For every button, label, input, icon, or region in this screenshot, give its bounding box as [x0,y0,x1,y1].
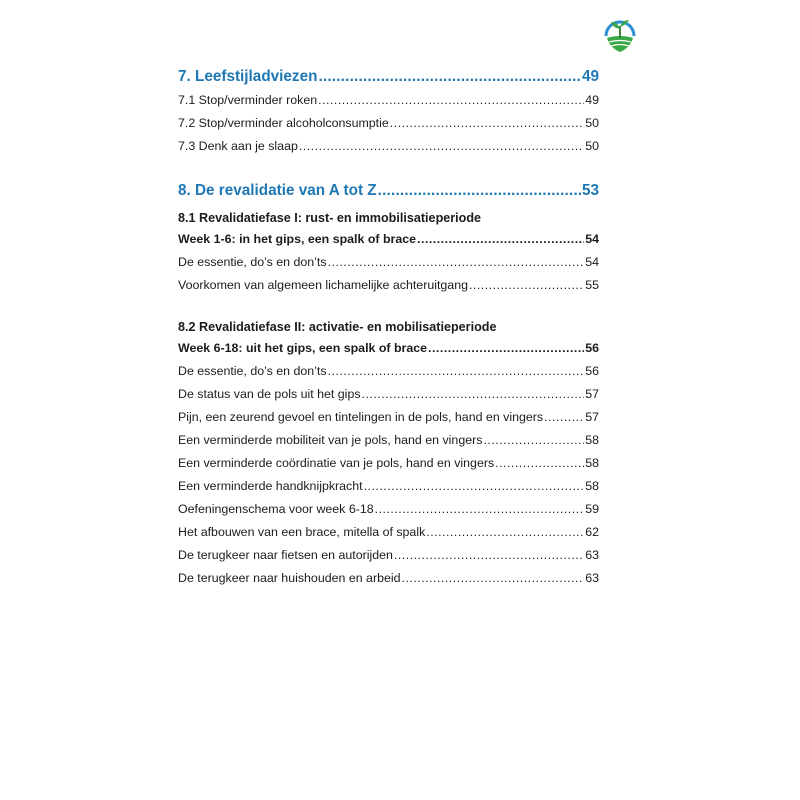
dot-leader [390,114,584,132]
toc-entry[interactable] [178,523,599,541]
page-number: 58 [585,433,599,447]
page-number: 55 [585,278,599,292]
entry-title: De essentie, do’s en don’ts [178,255,327,269]
dot-leader [328,253,585,271]
dot-leader [375,500,585,518]
entry-title: Een verminderde coördinatie van je pols, hand en vingers [178,456,495,470]
toc-entry[interactable] [178,385,599,403]
page-number: 49 [585,93,599,107]
dot-leader [362,385,585,403]
page-number: 63 [585,548,599,562]
page-number: 56 [585,341,599,355]
toc-entry[interactable] [178,91,599,109]
toc-entry[interactable] [178,253,599,271]
dot-leader [428,339,584,357]
section-8-2-heading [178,318,599,336]
toc-entry[interactable] [178,362,599,380]
toc-entry[interactable] [178,546,599,564]
dot-leader [469,276,584,294]
page-number: 62 [585,525,599,539]
dot-leader [378,180,581,202]
dot-leader [495,454,584,472]
dot-leader [364,477,585,495]
page-number: 54 [585,255,599,269]
page-number: 57 [585,387,599,401]
entry-title: De terugkeer naar fietsen en autorijden [178,548,393,562]
chapter-7-entry[interactable] [178,66,599,88]
dot-leader [426,523,584,541]
toc-entry[interactable] [178,431,599,449]
page-number: 53 [581,182,599,199]
section-subheading: Week 6-18: uit het gips, een spalk of brace [178,341,428,355]
table-of-contents [178,66,599,592]
dot-leader [328,362,585,380]
toc-entry[interactable] [178,276,599,294]
toc-entry[interactable] [178,500,599,518]
section-heading: 8.2 Revalidatiefase II: activatie- en mobilisatieperiode [178,320,497,334]
page-number: 58 [585,456,599,470]
entry-title: 7.1 Stop/verminder roken [178,93,318,107]
page-number: 49 [581,68,599,85]
entry-title: De essentie, do’s en don’ts [178,364,327,378]
entry-title: 7.2 Stop/verminder alcoholconsumptie [178,116,389,130]
toc-entry[interactable] [178,137,599,155]
section-8-1-heading [178,209,599,227]
page-number: 57 [585,410,599,424]
entry-title: De terugkeer naar huishouden en arbeid [178,571,401,585]
section-8-2-subheading-entry[interactable] [178,339,599,357]
section-8-1-subheading-entry[interactable] [178,230,599,248]
page-number: 50 [585,116,599,130]
entry-title: Pijn, een zeurend gevoel en tintelingen in de pols, hand en vingers [178,410,544,424]
page-number: 56 [585,364,599,378]
toc-entry[interactable] [178,114,599,132]
entry-title: Een verminderde mobiliteit van je pols, hand en vingers [178,433,483,447]
dot-leader [483,431,584,449]
page-number: 54 [585,232,599,246]
dot-leader [417,230,584,248]
section-subheading: Week 1-6: in het gips, een spalk of brace [178,232,417,246]
dot-leader [394,546,584,564]
page-number: 58 [585,479,599,493]
dot-leader [299,137,584,155]
entry-title: Een verminderde handknijpkracht [178,479,363,493]
chapter-title: 8. De revalidatie van A tot Z [178,182,377,199]
chapter-title: 7. Leefstijladviezen [178,68,318,85]
toc-entry[interactable] [178,408,599,426]
toc-entry[interactable] [178,569,599,587]
entry-title: De status van de pols uit het gips [178,387,361,401]
chapter-8-entry[interactable] [178,180,599,202]
page-number: 50 [585,139,599,153]
section-heading: 8.1 Revalidatiefase I: rust- en immobilisatieperiode [178,211,482,225]
dot-leader [318,91,584,109]
toc-entry[interactable] [178,454,599,472]
page-number: 63 [585,571,599,585]
dot-leader [544,408,584,426]
toc-entry[interactable] [178,477,599,495]
plant-logo-icon [602,14,638,54]
dot-leader [402,569,585,587]
entry-title: Het afbouwen van een brace, mitella of spalk [178,525,426,539]
entry-title: Voorkomen van algemeen lichamelijke achteruitgang [178,278,468,292]
dot-leader [318,66,581,88]
entry-title: 7.3 Denk aan je slaap [178,139,298,153]
page-number: 59 [585,502,599,516]
entry-title: Oefeningenschema voor week 6-18 [178,502,374,516]
